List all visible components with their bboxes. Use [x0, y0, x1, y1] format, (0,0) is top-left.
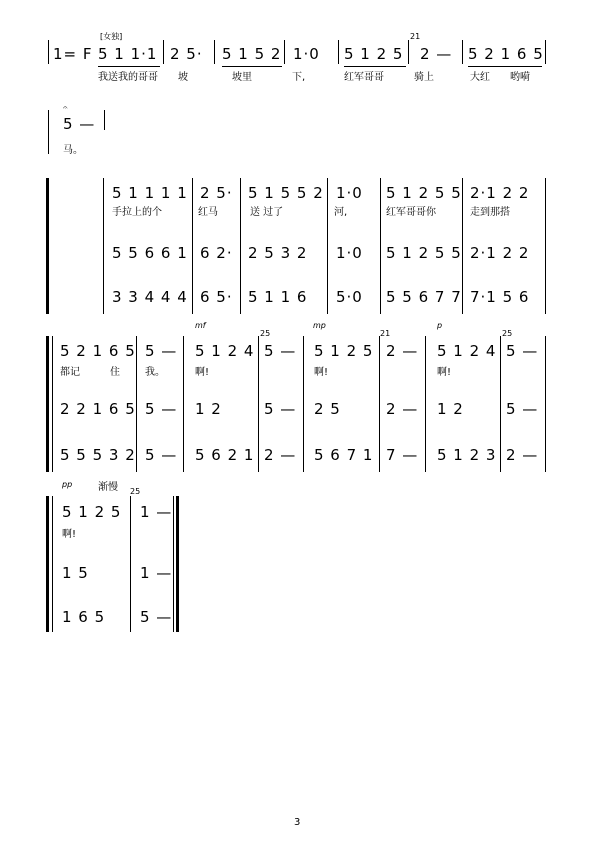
tempo-marking: 渐慢 [98, 482, 118, 493]
measure-notes: 1 5 [62, 564, 89, 582]
lyric: 下, [292, 72, 306, 83]
measure-notes: 1 6 5 [62, 608, 106, 626]
measure-notes: 1 2 [437, 400, 464, 418]
measure-notes: 2 — [386, 342, 419, 360]
measure-notes: 5 — [506, 342, 539, 360]
dynamic-mark: pp [62, 480, 73, 489]
lyric: 啊! [195, 367, 210, 378]
measure-notes: 1·0 [293, 45, 320, 63]
solo-mark: [女独] [100, 32, 123, 41]
measure-notes: 1 — [140, 503, 173, 521]
measure-notes: 5 1 5 5 2 [248, 184, 324, 202]
measure-notes: 1 — [140, 564, 173, 582]
measure-notes: 5 — [264, 342, 297, 360]
measure-notes: 7·1 5 6 [470, 288, 530, 306]
measure-notes: 2·1 2 2 [470, 184, 530, 202]
measure-notes: 5 1 2 5 5 [386, 244, 462, 262]
underline [344, 66, 406, 67]
measure-notes: 5 — [63, 115, 96, 133]
lyric: 红马 [198, 207, 218, 218]
barline [214, 40, 215, 64]
lyric: 马。 [63, 145, 83, 156]
lyric: 坡里 [232, 72, 252, 83]
barline [408, 40, 409, 64]
measure-notes: 5 — [145, 446, 178, 464]
measure-notes: 2 — [420, 45, 453, 63]
measure-notes: 2 — [264, 446, 297, 464]
measure-notes: 5 1 2 5 5 [386, 184, 462, 202]
measure-notes: 5 — [264, 400, 297, 418]
final-barline [176, 496, 179, 632]
barline [103, 178, 104, 314]
barline [48, 40, 49, 64]
barline [284, 40, 285, 64]
measure-notes: 1·0 [336, 244, 363, 262]
measure-notes: 1·0 [336, 184, 363, 202]
measure-notes: 5 6 2 1 [195, 446, 255, 464]
measure-notes: 5 1 2 5 [314, 342, 374, 360]
barline [545, 40, 546, 64]
barline [192, 178, 193, 314]
measure-notes: 2 5· [170, 45, 203, 63]
barline [104, 110, 105, 130]
barline [462, 40, 463, 64]
lyric: 住 [110, 367, 120, 378]
measure-notes: 3 3 4 4 4 [112, 288, 188, 306]
system-brace [46, 178, 49, 314]
barline [52, 336, 53, 472]
tie-mark: 21 [380, 329, 391, 338]
lyric: 我。 [145, 367, 165, 378]
lyric: 大红 [470, 72, 490, 83]
barline [545, 178, 546, 314]
measure-notes: 2·1 2 2 [470, 244, 530, 262]
system-brace [46, 336, 49, 472]
measure-notes: 5 5 6 7 7 [386, 288, 462, 306]
dynamic-mark: mf [195, 321, 206, 330]
measure-notes: 6 5· [200, 288, 233, 306]
lyric: 送 过了 [250, 207, 284, 218]
underline [98, 66, 160, 67]
measure-notes: 5 — [145, 400, 178, 418]
measure-notes: 6 2· [200, 244, 233, 262]
measure-notes: 5 1 2 5 [344, 45, 404, 63]
measure-notes: 5 — [140, 608, 173, 626]
measure-notes: 2 2 1 6 5 [60, 400, 136, 418]
measure-notes: 5 1 1 6 [248, 288, 308, 306]
measure-notes: 5 — [145, 342, 178, 360]
barline [48, 110, 49, 154]
lyric: 红军哥哥 [344, 72, 384, 83]
lyric: 啊! [437, 367, 452, 378]
barline [52, 496, 53, 632]
fermata: 𝄐 [63, 103, 68, 112]
lyric: 坡 [178, 72, 188, 83]
barline [327, 178, 328, 314]
tie-mark: 25 [130, 487, 141, 496]
tie-mark: 25 [260, 329, 271, 338]
measure-notes: 2 — [386, 400, 419, 418]
measure-notes: 5 2 1 6 5 [468, 45, 544, 63]
measure-notes: 2 5· [200, 184, 233, 202]
barline [240, 178, 241, 314]
underline [468, 66, 542, 67]
dynamic-mark: mp [313, 321, 326, 330]
barline [173, 496, 174, 632]
barline [303, 336, 304, 472]
measure-notes: 5 1 2 5 [62, 503, 122, 521]
barline [500, 336, 501, 472]
measure-notes: 5 1 1 1 1 [112, 184, 188, 202]
page-number: 3 [294, 817, 301, 828]
measure-notes: 5 5 5 3 2 [60, 446, 136, 464]
barline [258, 336, 259, 472]
measure-notes: 5 1 2 4 [437, 342, 497, 360]
measure-notes: 5 1 5 2 [222, 45, 282, 63]
measure-notes: 5 — [506, 400, 539, 418]
barline [545, 336, 546, 472]
tie-mark: 25 [502, 329, 513, 338]
barline [183, 336, 184, 472]
measure-notes: 5 2 1 6 5 [60, 342, 136, 360]
lyric: 手拉上的个 [112, 207, 162, 218]
key-signature: 1= F [53, 45, 93, 63]
barline [462, 178, 463, 314]
measure-notes: 2 5 [314, 400, 341, 418]
measure-notes: 7 — [386, 446, 419, 464]
barline [379, 336, 380, 472]
measure-notes: 5 1 1·1 [98, 45, 158, 63]
lyric: 都记 [60, 367, 80, 378]
barline [130, 496, 131, 632]
lyric: 我送我的哥哥 [98, 72, 158, 83]
measure-notes: 5 1 2 4 [195, 342, 255, 360]
measure-notes: 1 2 [195, 400, 222, 418]
lyric: 啊! [314, 367, 329, 378]
measure-notes: 5·0 [336, 288, 363, 306]
lyric: 河, [334, 207, 348, 218]
measure-notes: 5 1 2 3 [437, 446, 497, 464]
barline [380, 178, 381, 314]
barline [425, 336, 426, 472]
underline [222, 66, 282, 67]
barline [136, 336, 137, 472]
lyric: 哟嗬 [510, 72, 530, 83]
barline [338, 40, 339, 64]
tie-mark: 21 [410, 32, 421, 41]
lyric: 走到那搭 [470, 207, 510, 218]
measure-notes: 5 5 6 6 1 [112, 244, 188, 262]
lyric: 红军哥哥你 [386, 207, 436, 218]
dynamic-mark: p [437, 321, 443, 330]
lyric: 骑上 [414, 72, 434, 83]
measure-notes: 2 — [506, 446, 539, 464]
barline [163, 40, 164, 64]
measure-notes: 2 5 3 2 [248, 244, 308, 262]
system-brace [46, 496, 49, 632]
measure-notes: 5 6 7 1 [314, 446, 374, 464]
lyric: 啊! [62, 529, 77, 540]
